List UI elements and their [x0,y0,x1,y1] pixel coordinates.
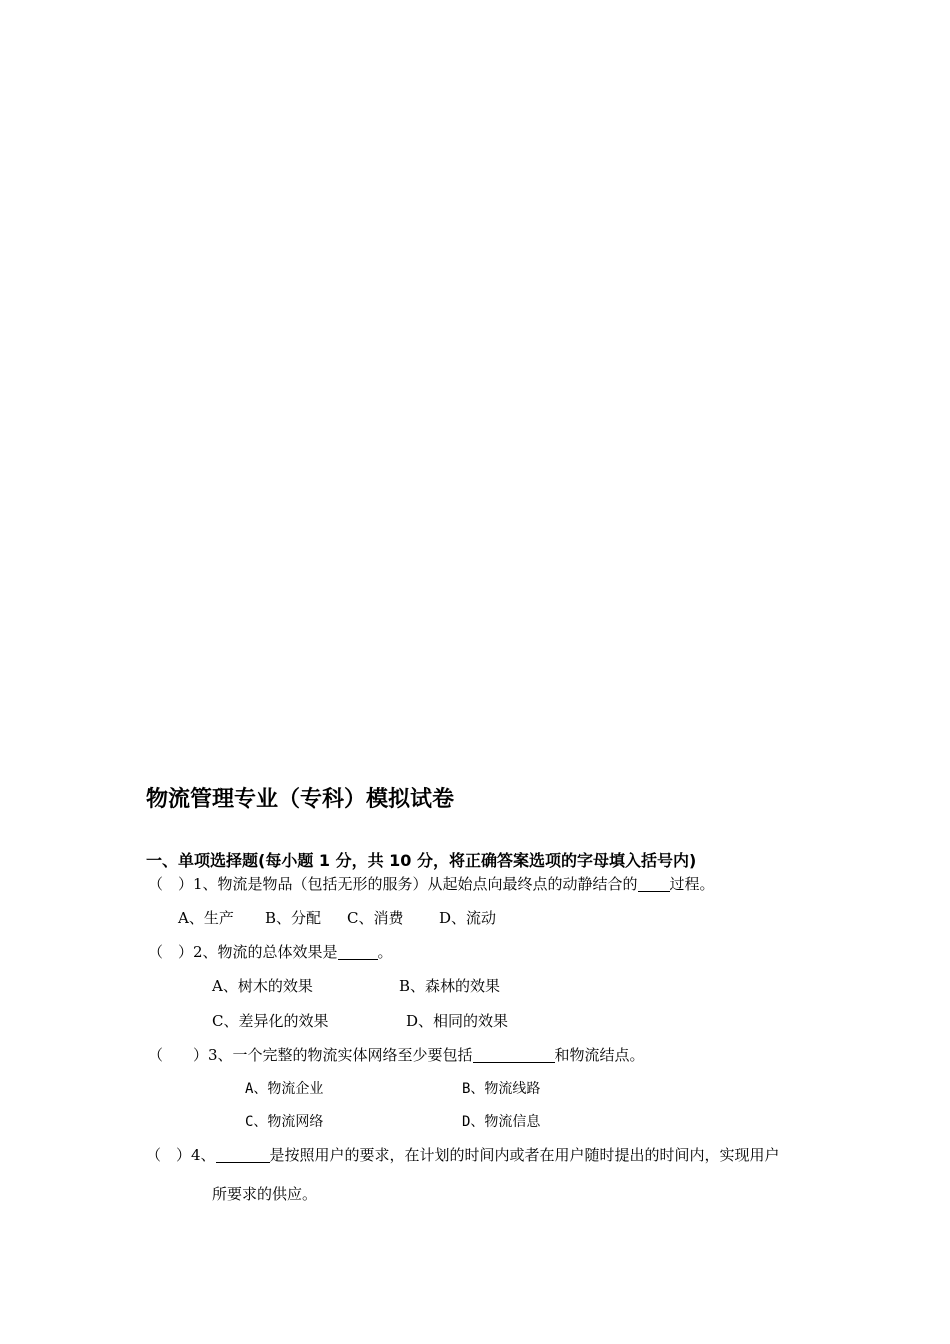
answer-blank [216,1147,270,1163]
question-1-prefix: （ ）1、物流是物品（包括无形的服务）从起始点向最终点的动静结合的 [148,875,638,893]
question-3-option-a: A、物流企业 [245,1081,324,1097]
question-2-option-b: B、森林的效果 [399,977,501,995]
question-2 [148,941,393,962]
question-4-prefix: （ ）4、 [146,1146,216,1164]
question-2-option-d: D、相同的效果 [406,1012,509,1030]
question-3-option-b: B、物流线路 [462,1081,541,1097]
question-4-continuation: 所要求的供应。 [212,1185,318,1203]
question-3-option-c: C、物流网络 [245,1114,324,1130]
question-2-suffix: 。 [377,943,393,961]
question-1-option-a: A、生产 [178,909,234,927]
question-2-prefix: （ ）2、物流的总体效果是 [148,943,338,961]
answer-blank [638,876,670,892]
question-4 [146,1144,780,1165]
section-heading-1: 一、单项选择题(每小题 1 分，共 10 分，将正确答案选项的字母填入括号内) [146,851,697,870]
question-1-option-b: B、分配 [265,909,322,927]
question-1-option-d: D、流动 [439,909,497,927]
question-3-option-d: D、物流信息 [462,1114,541,1130]
question-3-prefix: （ ）3、一个完整的物流实体网络至少要包括 [148,1046,473,1064]
question-1 [148,873,715,894]
question-3 [148,1044,645,1065]
answer-blank [473,1047,555,1063]
page-title: 物流管理专业（专科）模拟试卷 [146,787,455,812]
question-1-option-c: C、消费 [347,909,404,927]
question-1-suffix: 过程。 [669,875,715,893]
question-2-option-c: C、差异化的效果 [212,1012,329,1030]
question-2-option-a: A、树木的效果 [212,977,313,995]
question-4-suffix: 是按照用户的要求，在计划的时间内或者在用户随时提出的时间内，实现用户 [269,1146,780,1164]
answer-blank [338,944,378,960]
question-3-suffix: 和物流结点。 [554,1046,645,1064]
